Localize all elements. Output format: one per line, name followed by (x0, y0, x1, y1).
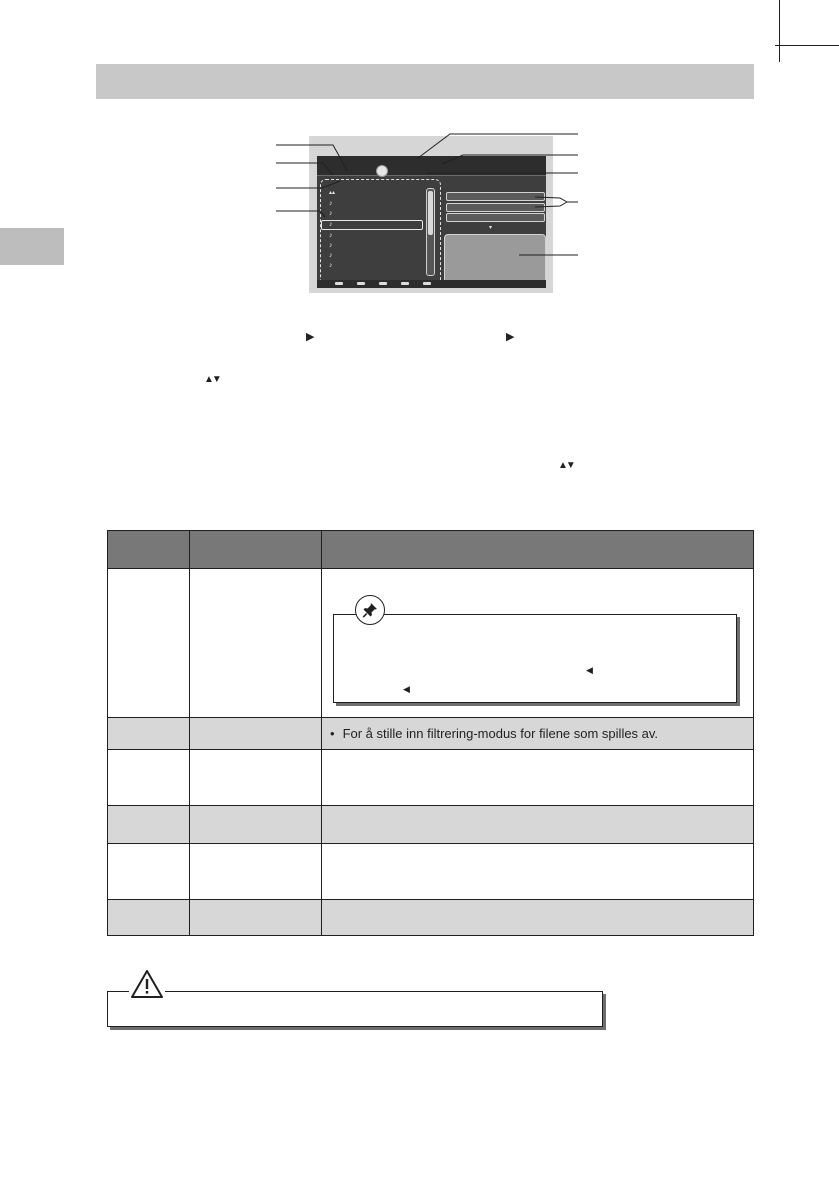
screen-header-bar (317, 156, 546, 176)
music-note-icon: ♪ (329, 242, 333, 249)
table-header (322, 531, 754, 569)
file-list-scrollbar (426, 188, 435, 276)
table-cell (322, 718, 754, 750)
left-arrow-icon: ◀ (403, 684, 410, 694)
crop-mark-horizontal (775, 45, 839, 46)
note-box (333, 614, 737, 703)
table-cell (190, 844, 322, 900)
table-cell (190, 900, 322, 936)
music-note-icon: ♪ (329, 200, 333, 207)
menu-more-icon: ▾ (489, 225, 493, 231)
table-header (108, 531, 190, 569)
table-cell (108, 844, 190, 900)
music-note-icon: ♪ (329, 221, 333, 228)
table-cell (322, 844, 754, 900)
table-row (108, 806, 754, 844)
crop-mark-vertical (779, 0, 780, 62)
pushpin-icon-graphic (361, 601, 379, 619)
table-cell (322, 806, 754, 844)
music-note-icon: ♪ (329, 232, 333, 239)
table-cell (190, 750, 322, 806)
selected-file-row (321, 220, 423, 230)
screen-bottom-bar (317, 280, 546, 288)
table-cell (322, 750, 754, 806)
music-note-icon: ♪ (329, 252, 333, 259)
table-cell (108, 900, 190, 936)
left-arrow-icon: ◀ (586, 665, 593, 675)
disc-icon (376, 165, 388, 177)
table-header (190, 531, 322, 569)
warning-triangle-icon (129, 968, 165, 1000)
table-cell (190, 718, 322, 750)
pushpin-icon (355, 595, 385, 625)
warning-box (107, 991, 603, 1027)
table-row (108, 844, 754, 900)
menu-button (446, 192, 545, 201)
table-row (108, 900, 754, 936)
music-note-icon: ♪ (329, 262, 333, 269)
filter-mode-description: For å stille inn filtrering-modus for filene som spilles av. (342, 726, 659, 741)
warning-triangle-graphic (129, 968, 165, 1000)
section-title-bar (96, 64, 754, 99)
table-cell (108, 569, 190, 718)
up-down-arrows-icon: ▲▼ (204, 374, 220, 385)
table-cell (108, 718, 190, 750)
table-cell (108, 806, 190, 844)
menu-button (446, 213, 545, 222)
chapter-side-tab (0, 228, 64, 265)
table-row (108, 750, 754, 806)
music-note-icon: ♪ (329, 210, 333, 217)
file-list-panel (320, 179, 441, 287)
play-arrow-icon: ▶ (506, 331, 515, 343)
file-info-box (444, 234, 546, 284)
screen-illustration (309, 136, 553, 293)
bullet: • (330, 726, 335, 741)
folder-up-icon: ▴▴ (329, 190, 336, 196)
table-cell (190, 569, 322, 718)
table-cell (322, 900, 754, 936)
table-header-row (108, 531, 754, 569)
scrollbar-thumb (428, 191, 433, 235)
menu-button (446, 203, 545, 212)
table-cell (190, 806, 322, 844)
play-arrow-icon: ▶ (306, 331, 315, 343)
settings-table (107, 530, 754, 936)
table-row (108, 718, 754, 750)
up-down-arrows-icon: ▲▼ (558, 460, 574, 471)
table-cell (108, 750, 190, 806)
